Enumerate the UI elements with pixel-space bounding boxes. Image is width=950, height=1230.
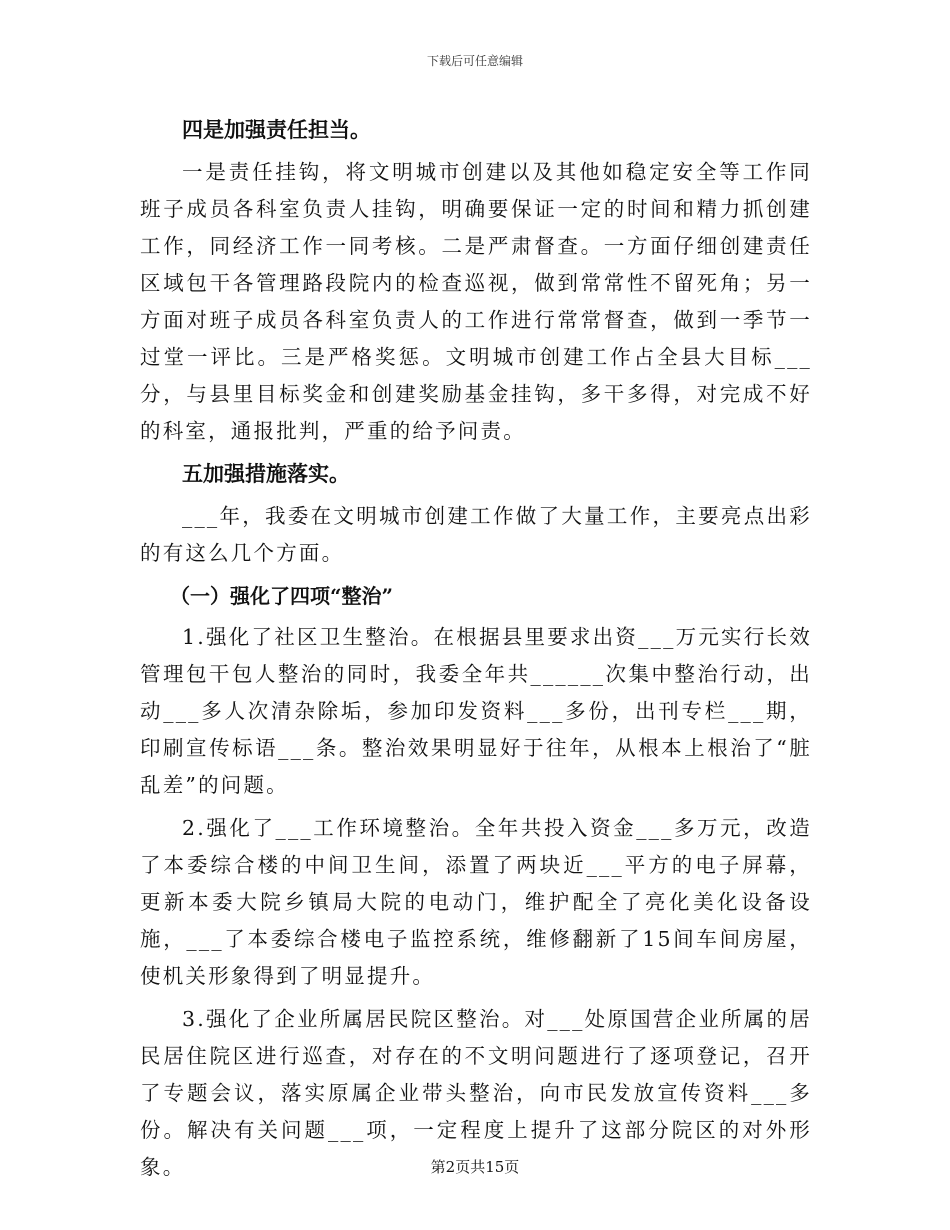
section-heading: 四是加强责任担当。 [182,117,371,142]
document-body [140,112,812,1192]
paragraph: 1.强化了社区卫生整治。在根据县里要求出资___万元实行长效管理包干包人整治的同时，我委全年共______次集中整治行动，出动___多人次清杂除垢，参加印发资料___多份，出刊专栏___期，印刷宣传标语___条。整治效果明显好于往年，从根本上根治了“脏乱差”的问题。 [140,625,812,797]
paragraph: 一是责任挂钩，将文明城市创建以及其他如稳定安全等工作同班子成员各科室负责人挂钩，明确要保证一定的时间和精力抓创建工作，同经济工作一同考核。二是严肃督查。一方面仔细创建责任区域包干各管理路段院内的检查巡视，做到常常性不留死角；另一方面对班子成员各科室负责人的工作进行常常督查，做到一季节一过堂一评比。三是严格奖惩。文明城市创建工作占全县大目标___分，与县里目标奖金和创建奖励基金挂钩，多干多得，对完成不好的科室，通报批判，严重的给予问责。 [140,160,812,443]
paragraph: 3.强化了企业所属居民院区整治。对___处原国营企业所属的居民居住院区进行巡查，对存在的不文明问题进行了逐项登记，召开了专题会议，落实原属企业带头整治，向市民发放宣传资料___多份。解决有关问题___项，一定程度上提升了这部分院区的对外形象。 [140,1007,812,1179]
subsection-heading: （一）强化了四项“整治” [170,584,394,608]
paragraph: ___年，我委在文明城市创建工作做了大量工作，主要亮点出彩的有这么几个方面。 [140,504,812,565]
page-header: 下载后可任意编辑 [426,54,523,68]
paragraph: 2.强化了___工作环境整治。全年共投入资金___多万元，改造了本委综合楼的中间卫生间，添置了两块近___平方的电子屏幕，更新本委大院乡镇局大院的电动门，维护配全了亮化美化设备设施，___了本委综合楼电子监控系统，维修翻新了15间车间房屋，使机关形象得到了明显提升。 [140,816,812,988]
section-heading: 五加强措施落实。 [182,461,350,486]
page-footer: 第2页共15页 [430,1158,520,1176]
